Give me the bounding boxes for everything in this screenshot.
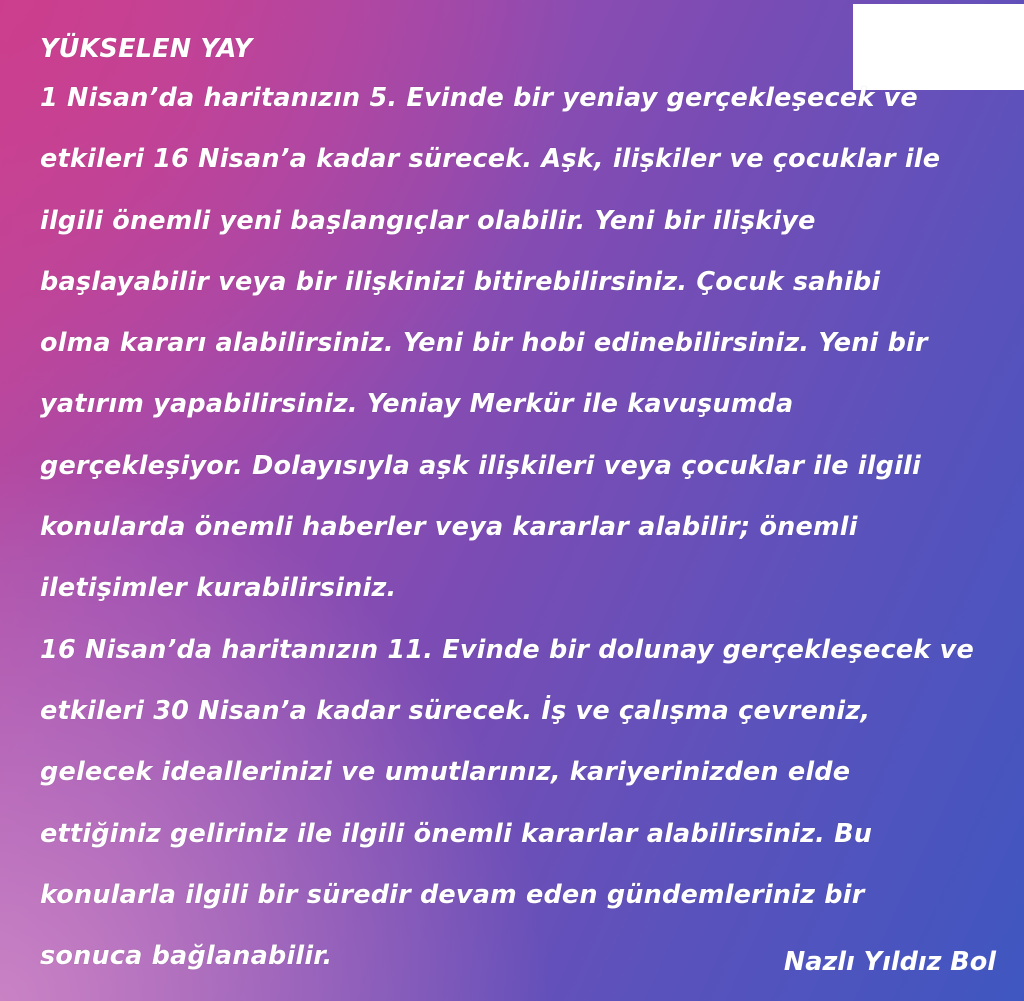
text-line: başlayabilir veya bir ilişkinizi bitirebilirsiniz. Çocuk sahibi (40, 266, 881, 297)
text-line: konularla ilgili bir süredir devam eden gündemleriniz bir (40, 879, 865, 910)
text-line: ilgili önemli yeni başlangıçlar olabilir. Yeni bir ilişkiye (40, 205, 816, 236)
horoscope-text (40, 30, 1000, 987)
text-line: etkileri 16 Nisan’a kadar sürecek. Aşk, ilişkiler ve çocuklar ile (40, 144, 941, 175)
text-line: etkileri 30 Nisan’a kadar sürecek. İş ve çalışma çevreniz, (40, 695, 871, 726)
text-line: 1 Nisan’da haritanızın 5. Evinde bir yeniay gerçekleşecek ve (40, 83, 918, 113)
author-signature: Nazlı Yıldız Bol (783, 947, 996, 977)
text-line: yatırım yapabilirsiniz. Yeniay Merkür ile kavuşumda (40, 389, 794, 420)
text-line: sonuca bağlanabilir. (40, 941, 333, 972)
text-line: gerçekleşiyor. Dolayısıyla aşk ilişkileri veya çocuklar ile ilgili (40, 450, 921, 481)
text-line: olma kararı alabilirsiniz. Yeni bir hobi edinebilirsiniz. Yeni bir (40, 328, 928, 359)
text-line: gelecek ideallerinizi ve umutlarınız, kariyerinizden elde (40, 757, 851, 788)
text-line: 16 Nisan’da haritanızın 11. Evinde bir dolunay gerçekleşecek ve (40, 634, 974, 665)
text-line: konularda önemli haberler veya kararlar alabilir; önemli (40, 512, 858, 543)
text-line: iletişimler kurabilirsiniz. (40, 573, 397, 604)
paragraph-new-moon (40, 68, 1000, 620)
paragraph-full-moon (40, 620, 1000, 988)
text-line: ettiğiniz geliriniz ile ilgili önemli kararlar alabilirsiniz. Bu (40, 818, 873, 849)
heading-title: YÜKSELEN YAY (40, 34, 253, 64)
